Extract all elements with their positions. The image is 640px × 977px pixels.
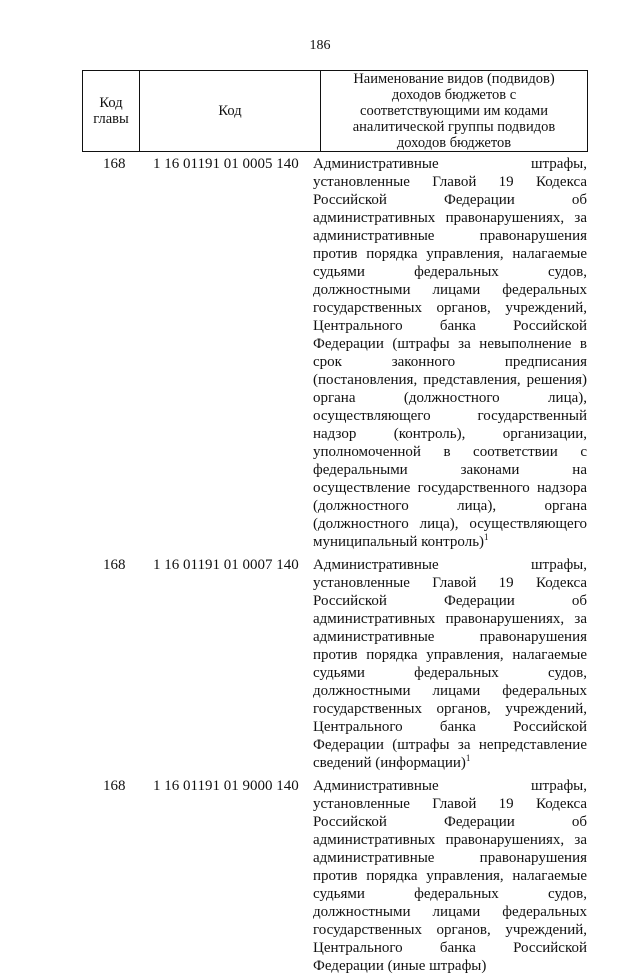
entry-name [313,556,587,772]
header-col-name: Наименование видов (подвидов) доходов бюджетов с соответствующими им кодами аналитической группы подвидов доходов бюджетов [321,71,588,152]
entry-glava: 168 [103,778,126,794]
footnote-marker: 1 [484,532,489,542]
header-col-code: Код [140,71,321,152]
list-item [0,556,640,772]
header-row [83,71,588,152]
entry-glava: 168 [103,156,126,172]
table-header [82,70,588,152]
list-item [0,777,640,975]
entry-glava: 168 [103,557,126,573]
footnote-marker: 1 [465,753,471,763]
page-number: 186 [309,38,331,53]
entry-name [313,155,587,551]
entry-name-text: Административные штрафы, установленные Главой 19 Кодекса Российской Федерации об административных правонарушениях, за административные правонарушения против порядка управления, налагаемые судьями федеральных судов, должностными лицами федеральных государственных органов, учреждений, Центрального банка Российской Федерации (штрафы за невыполнение в срок законного предписания (постановления, представления, решения) органа (должностного лица), осуществляющего государственный надзор (контроль), организации, уполномоченной в соответствии с федеральными законами на осуществление государственного надзора (должностного лица), органа (должностного лица), осуществляющего муниципальный контроль) [313,156,587,550]
list-item [0,155,640,551]
entry-name [313,777,587,975]
entry-code: 1 16 01191 01 0005 140 [153,156,299,172]
header-col-glava: Код главы [83,71,140,152]
entry-code: 1 16 01191 01 0007 140 [153,557,299,573]
entries-list [0,155,640,977]
entry-name-text: Административные штрафы, установленные Главой 19 Кодекса Российской Федерации об административных правонарушениях, за административные правонарушения против порядка управления, налагаемые судьями федеральных судов, должностными лицами федеральных государственных органов, учреждений, Центрального банка Российской Федерации (иные штрафы) [313,778,587,974]
entry-code: 1 16 01191 01 9000 140 [153,778,299,794]
entry-name-text: Административные штрафы, установленные Главой 19 Кодекса Российской Федерации об административных правонарушениях, за административные правонарушения против порядка управления, налагаемые судьями федеральных судов, должностными лицами федеральных государственных органов, учреждений, Центрального банка Российской Федерации (штрафы за непредставление сведений (информации) [313,557,587,771]
